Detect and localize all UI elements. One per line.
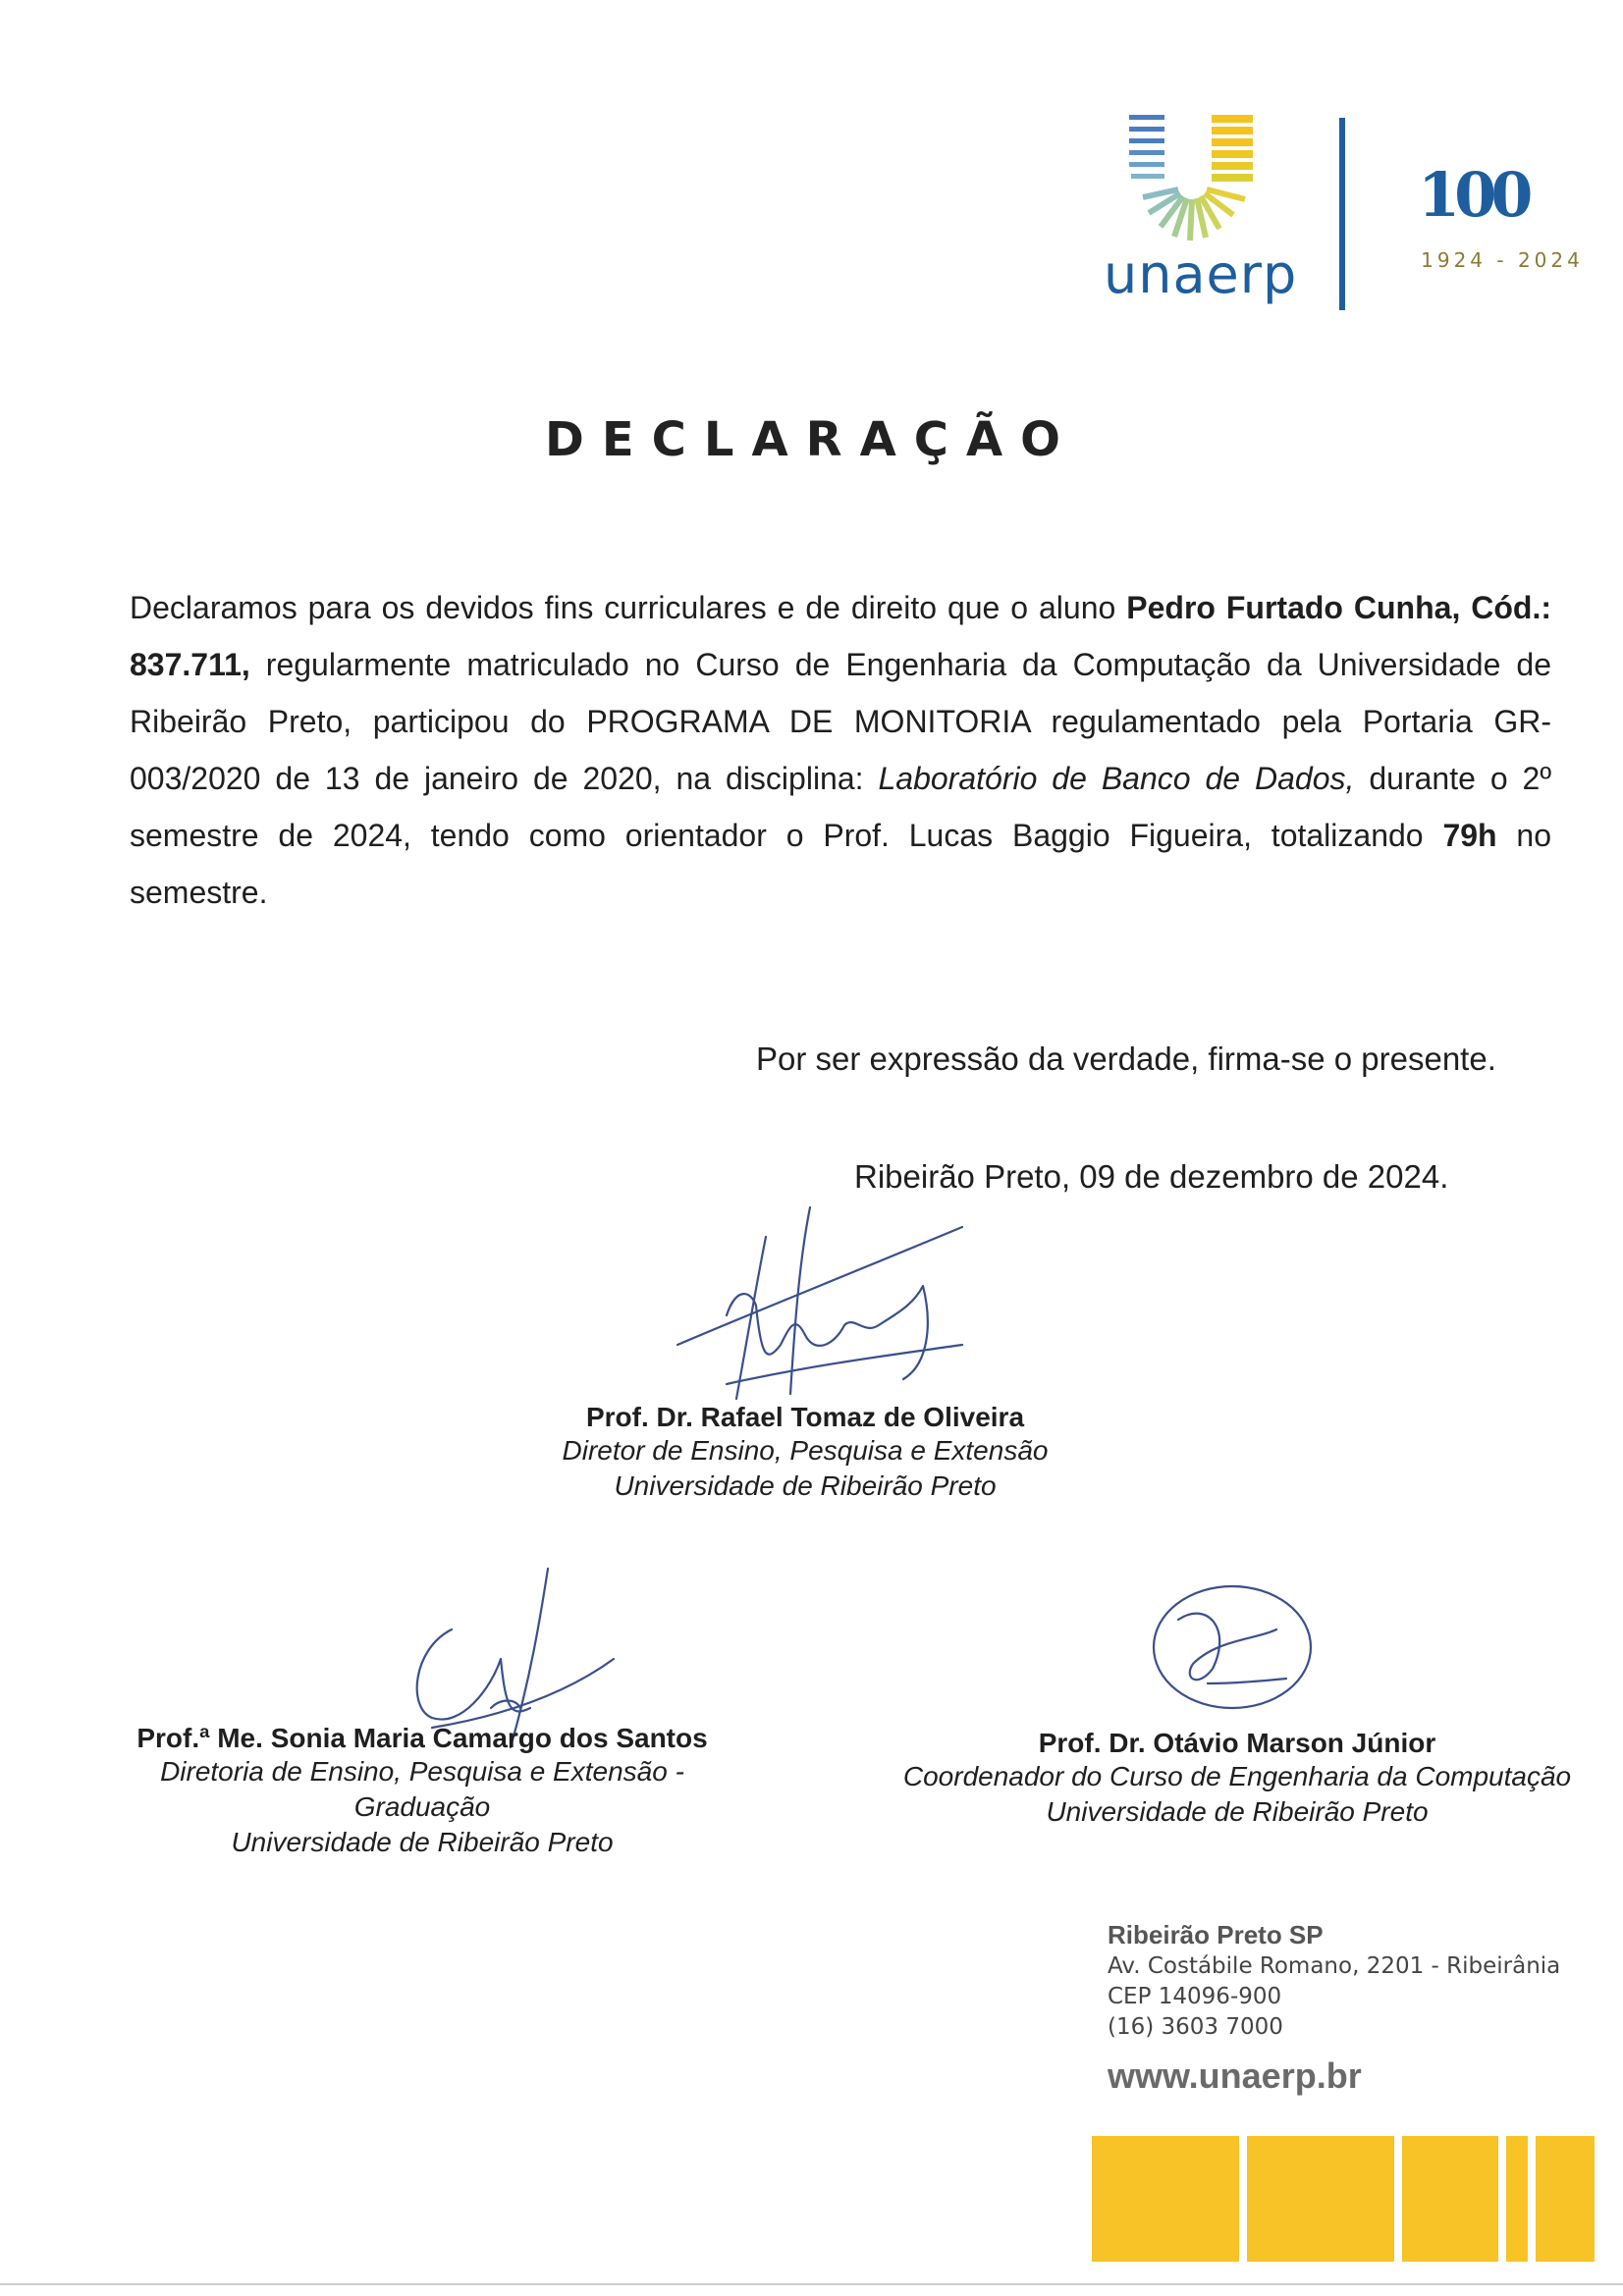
unaerp-logo-mark: [1119, 113, 1267, 250]
footer-website: www.unaerp.br: [1108, 2056, 1362, 2096]
signature-rafael: [668, 1198, 982, 1404]
footer-address: Av. Costábile Romano, 2201 - Ribeirânia: [1108, 1953, 1561, 1979]
unaerp-wordmark: unaerp: [1104, 243, 1298, 305]
footer-address-block: [1108, 1951, 1560, 2043]
signer-name: Prof. Dr. Otávio Marson Júnior: [1038, 1728, 1436, 1758]
centenary-logo: [1414, 159, 1591, 228]
page-title: DECLARAÇÃO: [545, 412, 1078, 467]
date-line: Ribeirão Preto, 09 de dezembro de 2024.: [854, 1158, 1449, 1195]
signature-block-director: [530, 1402, 1080, 1504]
footer-phone: (16) 3603 7000: [1108, 2014, 1283, 2040]
signature-otavio: [1139, 1571, 1325, 1718]
footer-yellow-block: [1402, 2136, 1498, 2262]
footer-yellow-block: [1247, 2136, 1394, 2262]
signature-block-coordinator: [864, 1728, 1610, 1830]
body-intro: Declaramos para os devidos fins curriculares e de direito que o aluno: [130, 590, 1127, 625]
signer-institution: Universidade de Ribeirão Preto: [231, 1827, 614, 1857]
footer-cep: CEP 14096-900: [1108, 1984, 1282, 2009]
footer-yellow-block: [1536, 2136, 1595, 2262]
signer-role: Diretor de Ensino, Pesquisa e Extensão: [562, 1435, 1049, 1466]
body-end: no semestre.: [130, 818, 1552, 910]
signer-name: Prof. Dr. Rafael Tomaz de Oliveira: [585, 1402, 1025, 1432]
footer-yellow-block: [1092, 2136, 1239, 2262]
signer-role: Coordenador do Curso de Engenharia da Computação: [902, 1761, 1572, 1791]
body-semester: durante o 2º semestre de 2024, tendo como orientador o Prof. Lucas Baggio Figueira, totalizando: [130, 761, 1552, 853]
centenary-number: 100: [1418, 159, 1528, 228]
signer-institution: Universidade de Ribeirão Preto: [1046, 1796, 1429, 1827]
body-course: regularmente matriculado no Curso de Engenharia da Computação da Universidade de Ribeirão Preto, participou do PROGRAMA DE MONITORIA regulamentado pela Portaria GR-003/2020 de 13 de janeiro de 2020, na disciplina:: [130, 647, 1551, 796]
footer-yellow-block: [1506, 2136, 1528, 2262]
closing-statement: Por ser expressão da verdade, firma-se o presente.: [756, 1041, 1496, 1077]
footer-city: Ribeirão Preto SP: [1108, 1920, 1324, 1949]
page-bottom-rule: [0, 2283, 1623, 2285]
signer-name: Prof.ª Me. Sonia Maria Camargo dos Santos: [136, 1723, 708, 1753]
signer-institution: Universidade de Ribeirão Preto: [614, 1470, 997, 1501]
logo-divider: [1339, 118, 1345, 310]
signer-role: Diretoria de Ensino, Pesquisa e Extensão - Graduação: [160, 1756, 684, 1822]
student-name: Pedro Furtado Cunha, Cód.: 837.711,: [130, 590, 1552, 682]
discipline-name: Laboratório de Banco de Dados,: [878, 761, 1355, 796]
signature-block-graduation: [118, 1723, 727, 1860]
total-hours: 79h: [1442, 818, 1497, 853]
centenary-years: 1924 - 2024: [1421, 248, 1584, 272]
declaration-body: [130, 579, 1551, 921]
